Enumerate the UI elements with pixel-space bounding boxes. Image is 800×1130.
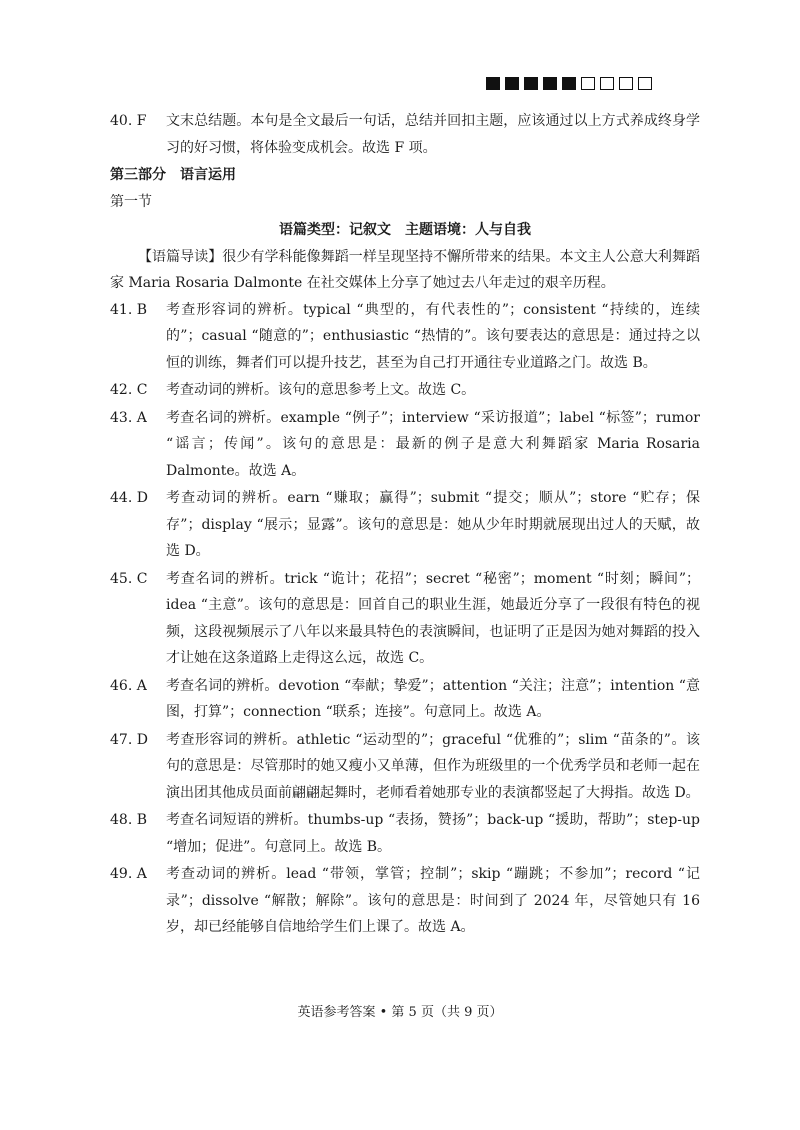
question-number: 48. B <box>110 812 148 828</box>
answer-explanation: 考查动词的辨析。该句的意思参考上文。故选 C。 <box>166 382 476 398</box>
question-number: 47. D <box>110 731 148 748</box>
answer-content <box>110 108 700 942</box>
question-number: 42. C <box>110 382 148 398</box>
progress-mark-filled <box>486 77 500 90</box>
progress-mark-filled <box>562 77 576 90</box>
answer-explanation: 考查形容词的辨析。athletic “运动型的”；graceful “优雅的”；slim “苗条的”。该句的意思是：尽管那时的她又瘦小又单薄，但作为班级里的一个优秀学员和老师一起在演出团其他成员面前翩翩起舞时，老师看着她那专业的表演都竖起了大拇指。故选 D。 <box>166 731 700 801</box>
question-number: 44. D <box>110 490 148 506</box>
header-progress-marks <box>486 77 652 90</box>
question-number: 45. C <box>110 570 148 587</box>
answer-item-40 <box>110 108 700 161</box>
answer-explanation: 考查动词的辨析。lead “带领，掌管；控制”；skip “蹦跳；不参加”；record “记录”；dissolve “解散；解除”。该句的意思是：时间到了 2024 年，尽管她只有 16 岁，却已经能够自信地给学生们上课了。故选 A。 <box>166 866 700 935</box>
progress-mark-filled <box>505 77 519 90</box>
progress-mark-empty <box>619 77 633 90</box>
question-number: 40. F <box>110 113 147 129</box>
passage-genre: 语篇类型：记叙文 主题语境：人与自我 <box>279 222 531 238</box>
answer-item-49 <box>110 861 700 941</box>
section-title: 第一节 <box>110 193 152 210</box>
answer-explanation: 考查形容词的辨析。typical “典型的，有代表性的”；consistent “持续的，连续的”；casual “随意的”；enthusiastic “热情的”。该句要表达的意思是：通过持之以恒的训练，舞者们可以提升技艺，甚至为自己打开通往专业道路之门。故选 B。 <box>166 301 700 371</box>
passage-guide: 【语篇导读】很少有学科能像舞蹈一样呈现坚持不懈所带来的结果。本文主人公意大利舞蹈家 Maria Rosaria Dalmonte 在社交媒体上分享了她过去八年走过的艰辛历程。 <box>110 248 700 291</box>
progress-mark-empty <box>581 77 595 90</box>
answer-item-43 <box>110 405 700 485</box>
progress-mark-filled <box>543 77 557 90</box>
progress-mark-filled <box>524 77 538 90</box>
question-number: 41. B <box>110 301 148 318</box>
answer-explanation: 考查名词的辨析。trick “诡计；花招”；secret “秘密”；moment “时刻；瞬间”；idea “主意”。该句的意思是：回首自己的职业生涯，她最近分享了一段很有特色的视频，这段视频展示了八年以来最具特色的表演瞬间，也证明了正是因为她对舞蹈的投入才让她在这条道路上走得这么远，故选 C。 <box>166 570 700 666</box>
question-number: 49. A <box>110 866 147 882</box>
answer-explanation: 文末总结题。本句是全文最后一句话，总结并回扣主题，应该通过以上方式养成终身学习的好习惯，将体验变成机会。故选 F 项。 <box>166 113 700 156</box>
answer-explanation: 考查名词的辨析。devotion “奉献；挚爱”；attention “关注；注意”；intention “意图，打算”；connection “联系；连接”。句意同上。故选 A。 <box>166 677 700 720</box>
answer-item-42 <box>110 377 700 404</box>
answer-item-47 <box>110 727 700 807</box>
question-number: 46. A <box>110 677 147 694</box>
question-number: 43. A <box>110 409 147 426</box>
answer-item-41 <box>110 297 700 377</box>
part-title: 第三部分 语言运用 <box>110 167 236 183</box>
answer-item-44 <box>110 485 700 565</box>
answer-item-45 <box>110 566 700 672</box>
page-footer: 英语参考答案 • 第 5 页（共 9 页） <box>297 1005 503 1020</box>
progress-mark-empty <box>600 77 614 90</box>
progress-mark-empty <box>638 77 652 90</box>
answer-explanation: 考查名词短语的辨析。thumbs-up “表扬，赞扬”；back-up “援助，帮助”；step-up “增加；促进”。句意同上。故选 B。 <box>166 812 700 855</box>
answer-item-48 <box>110 807 700 860</box>
answer-explanation: 考查名词的辨析。example “例子”；interview “采访报道”；label “标签”；rumor “谣言；传闻”。该句的意思是：最新的例子是意大利舞蹈家 Maria Rosaria Dalmonte。故选 A。 <box>166 409 700 479</box>
answer-item-46 <box>110 673 700 726</box>
answer-explanation: 考查动词的辨析。earn “赚取；赢得”；submit “提交；顺从”；store “贮存；保存”；display “展示；显露”。该句的意思是：她从少年时期就展现出过人的天赋，故选 D。 <box>166 490 700 559</box>
